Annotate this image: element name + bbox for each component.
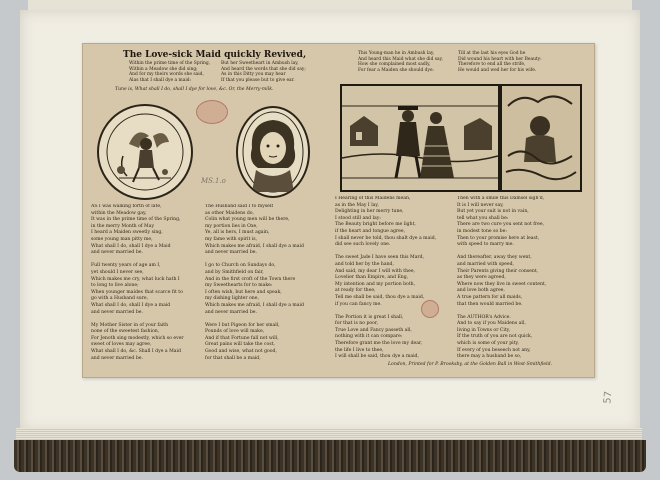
- top-right-stanza-b: Till at the last his eyes God he Did wound his heart with her Beauty: Therefore to end all the strife, He would and wed her for his wife.: [458, 51, 542, 73]
- broadside-sheet: [82, 43, 595, 378]
- pencil-note: MS.1.o: [201, 177, 226, 185]
- woman-medallion: [236, 106, 310, 198]
- subtitle-left: Within the prime time of the Spring, Within a Meadow she did sing; And for my theirs words she said, Alas that I shall dye a maid:: [129, 61, 211, 83]
- tune-line: Tune is, What shall I do, shall I dye for love, &c. Or, the Merry-milk.: [115, 87, 274, 92]
- text-column-4: Then with a smile this Damsel sigh'd, It is I will never say, But yet your suit is not in vain, tell what you shall be: There are two cure you sent not free, in modest tone so be: Then to your promise here at least, with speed to marry me. And thereafter, away they went, and married with speed, Their Parents giving their consent, as they were agreed, Where now they live in sweet content, and love both agree, A true pattern for all maids, that then would married be. The AUTHOR's Advice. And to say if you Maidens all, living in Towns or City, If the truth of you are not quick, which is some of your pity, If every of you beseech not any, there may a husband be so,: [457, 196, 547, 358]
- ballad-title: The Love-sick Maid quickly Revived,: [123, 50, 307, 60]
- subtitle-right: But her Sweetheart in Ambush lay, And heard the words that she did say; As in this Ditty you may hear If that you please but to give ear.: [221, 61, 306, 83]
- top-right-stanza-a: This Young-man he in Ambush lay, And heard this Maid what she did say, How she complained most sadly, For fear a Maiden she should dye.: [358, 51, 443, 73]
- library-stamp: [196, 100, 228, 124]
- cupid-medallion: [97, 104, 193, 200]
- imprint-line: London, Printed for P. Brooksby, at the Golden Ball in West-Smithfield.: [388, 362, 552, 367]
- text-column-1: AS I was walking forth of late, within the Meadow gay, It was in the prime time of the Spring, in the merry Month of May I heard a Maiden sweetly sing, some young man pitty me, What shall I do, shall I dye a Maid and never married be. Full twenty years of age am I, yet should I never see, Which makes me cry, what luck hath I to long to live alone; When younger maides that scarce fit to go with a Husband sure, What shall I do, shall I dye a maid and never married be. My Mother Sister in of your faith none of the sweetest fashion, For Jenoth sing modestly, which so ever sweet of loves may agree, What shall I do, &c. Shall I dye a Maid and never married be.: [91, 204, 184, 360]
- text-column-2: The Husband said I to myself as other Maidens do, Colin what young men will be there, my portion lies in Oxe, Ye, all is hers, I must again, my fame with spirit is, Which makes me afraid, I shall dye a maid and never married be. I go to Church on Sundays do, and by Smithfield on fair, And in the first croft of the Town there my Sweethearts for to make: I often wish, but here and speak, my dishing lighter one, Which makes me afraid, I shall dye a maid and never married be. Were I but Pigeon for her small, Pounds of love will make, And if that Fortune fall not will, Great pains will take the cost, Good and wise, what not good, for that shall be a maid,: [205, 204, 304, 360]
- couple-woodcut: [340, 84, 500, 192]
- book-edge-gilt: [14, 440, 646, 472]
- folio-number: 57: [602, 390, 615, 405]
- cherub-woodcut: [500, 84, 582, 192]
- text-column-3: I Hearing of this Maidens mean, as in the May I lay, Delighting in her merry tune, I stood still and lay: The Beauty bright before me light, if the heart and tongue agree, I shall never be told, thou shalt dye a maid, did see such lovely one. The sweet Jade I have seen this Mard, and told her by the hand, And said, my dear I will with thee, Lovelier than Empire, and Eng, My intention and my portion both, at ready for thee, Tell me shall be said, thou dye a maid, if you can fancy me. The Portion it is great I shall, for that is no poor, True Love and Fancy passeth all, nothing with it can compare: Therefore grant me the love my dear, the life I live to thee, I will shall be said, thou dye a maid,: [335, 196, 437, 358]
